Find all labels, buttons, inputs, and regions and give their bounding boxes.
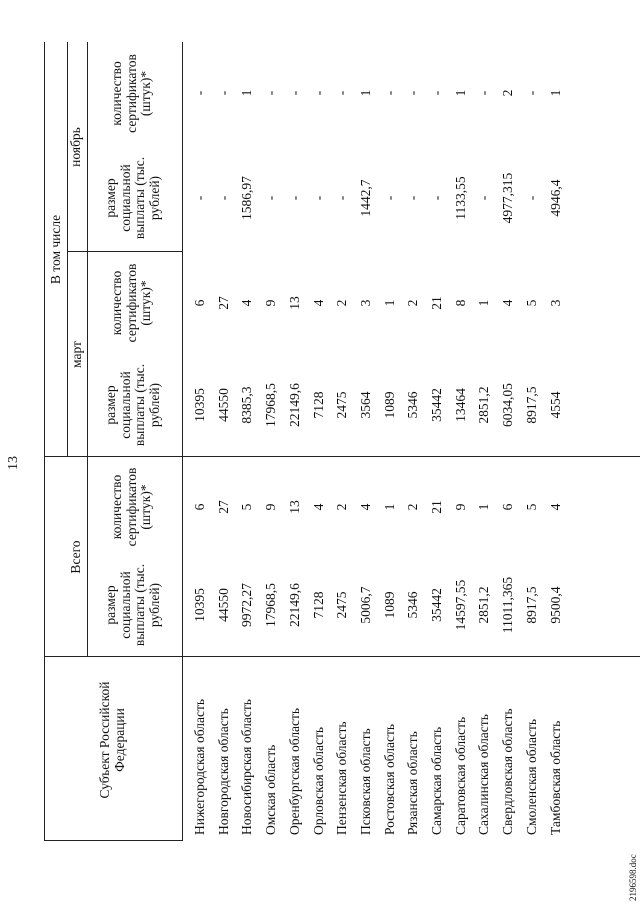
- november-payment-header: размер социальной выплаты (тыс. рублей): [103, 156, 162, 240]
- november-payment-cell: -: [311, 195, 326, 201]
- total-payment-cell: 9500,4: [548, 586, 563, 624]
- november-payment-cell: 1442,7: [358, 179, 373, 217]
- total-payment-cell: 44550: [216, 588, 231, 622]
- march-payment-cell: 8917,5: [524, 386, 539, 424]
- total-payment-cell: 7128: [311, 591, 326, 619]
- november-certificates-cell: -: [382, 90, 397, 96]
- march-certificates-cell: 3: [548, 299, 563, 307]
- total-payment-cell: 5006,7: [358, 586, 373, 624]
- region-cell: Псковская область: [358, 728, 373, 835]
- march-payment-cell: 17968,5: [263, 383, 278, 427]
- november-certificates-cell: 1: [548, 89, 563, 97]
- march-payment-cell: 8385,3: [239, 386, 254, 424]
- total-certificates-cell: 21: [429, 500, 444, 514]
- region-cell: Рязанская область: [405, 731, 420, 835]
- total-certificates-cell: 1: [382, 503, 397, 511]
- total-payment-cell: 2851,2: [476, 586, 491, 624]
- november-certificates-cell: -: [216, 90, 231, 96]
- march-certificates-cell: 21: [429, 296, 444, 310]
- table-left-rule: [44, 840, 182, 841]
- march-payment-cell: 6034,05: [500, 383, 515, 427]
- total-payment-cell: 9972,27: [239, 583, 254, 627]
- november-payment-cell: 4977,315: [500, 172, 515, 224]
- march-certificates-cell: 1: [476, 299, 491, 307]
- november-certificates-cell: 1: [453, 89, 468, 97]
- november-certificates-cell: -: [263, 90, 278, 96]
- march-certificates-cell: 2: [334, 299, 349, 307]
- total-certificates-cell: 6: [192, 503, 207, 511]
- march-payment-cell: 4554: [548, 391, 563, 419]
- november-payment-cell: -: [263, 195, 278, 201]
- november-certificates-cell: -: [192, 90, 207, 96]
- november-certificates-cell: -: [429, 90, 444, 96]
- march-certificates-cell: 6: [192, 299, 207, 307]
- total-payment-cell: 17968,5: [263, 583, 278, 627]
- march-certificates-cell: 13: [287, 296, 302, 310]
- region-cell: Свердловская область: [500, 708, 515, 835]
- march-certificates-cell: 2: [405, 299, 420, 307]
- november-certificates-cell: 1: [239, 89, 254, 97]
- total-subheader-rule: [87, 457, 88, 657]
- november-payment-cell: 4946,4: [548, 179, 563, 217]
- total-payment-cell: 2475: [334, 591, 349, 619]
- total-certificates-cell: 4: [548, 503, 563, 511]
- subject-header: Субъект Российской Федерации: [97, 681, 127, 799]
- region-cell: Нижегородская область: [192, 698, 207, 835]
- march-payment-cell: 2851,2: [476, 386, 491, 424]
- march-certificates-cell: 5: [524, 299, 539, 307]
- november-payment-cell: -: [287, 195, 302, 201]
- november-certificates-header: количество сертификатов (штук)*: [109, 54, 153, 133]
- november-payment-cell: -: [429, 195, 444, 201]
- november-payment-cell: -: [192, 195, 207, 201]
- november-payment-cell: -: [476, 195, 491, 201]
- total-certificates-cell: 4: [311, 503, 326, 511]
- november-certificates-cell: -: [476, 90, 491, 96]
- march-certificates-header: количество сертификатов (штук)*: [109, 263, 153, 343]
- total-certificates-cell: 27: [216, 500, 231, 514]
- region-cell: Саратовская область: [453, 716, 468, 835]
- november-certificates-cell: -: [311, 90, 326, 96]
- total-payment-cell: 35442: [429, 588, 444, 622]
- november-payment-cell: 1133,55: [453, 176, 468, 220]
- march-payment-cell: 35442: [429, 388, 444, 422]
- total-certificates-cell: 5: [524, 503, 539, 511]
- region-cell: Новосибирская область: [239, 699, 254, 835]
- region-cell: Омская область: [263, 744, 278, 835]
- total-certificates-cell: 13: [287, 500, 302, 514]
- march-certificates-cell: 4: [500, 299, 515, 307]
- november-payment-cell: 1586,97: [239, 176, 254, 220]
- total-payment-header: размер социальной выплаты (тыс. рублей): [103, 563, 162, 647]
- november-payment-cell: -: [524, 195, 539, 201]
- march-certificates-cell: 3: [358, 299, 373, 307]
- total-payment-cell: 11011,365: [500, 576, 515, 634]
- total-payment-cell: 22149,6: [287, 583, 302, 627]
- march-payment-cell: 5346: [405, 391, 420, 419]
- total-payment-cell: 10395: [192, 588, 207, 622]
- table-top-rule: [44, 42, 45, 841]
- march-payment-cell: 44550: [216, 388, 231, 422]
- march-certificates-cell: 4: [239, 299, 254, 307]
- march-certificates-cell: 8: [453, 299, 468, 307]
- total-payment-cell: 14597,55: [453, 579, 468, 631]
- march-payment-cell: 10395: [192, 388, 207, 422]
- march-payment-cell: 13464: [453, 388, 468, 422]
- march-payment-cell: 22149,6: [287, 383, 302, 427]
- november-payment-cell: -: [382, 195, 397, 201]
- total-header: Всего: [68, 540, 83, 574]
- total-certificates-cell: 2: [334, 503, 349, 511]
- november-certificates-cell: 1: [358, 89, 373, 97]
- region-cell: Тамбовская область: [548, 720, 563, 835]
- total-certificates-cell: 2: [405, 503, 420, 511]
- november-payment-cell: -: [405, 195, 420, 201]
- november-certificates-cell: -: [405, 90, 420, 96]
- region-cell: Оренбургская область: [287, 707, 302, 835]
- total-certificates-cell: 9: [263, 503, 278, 511]
- total-certificates-cell: 9: [453, 503, 468, 511]
- region-cell: Орловская область: [311, 726, 326, 835]
- november-certificates-cell: -: [287, 90, 302, 96]
- november-payment-cell: -: [334, 195, 349, 201]
- march-certificates-cell: 9: [263, 299, 278, 307]
- november-payment-cell: -: [216, 195, 231, 201]
- total-certificates-cell: 1: [476, 503, 491, 511]
- page-number: 13: [6, 456, 21, 470]
- march-header: март: [69, 341, 84, 368]
- march-certificates-cell: 1: [382, 299, 397, 307]
- march-payment-cell: 3564: [358, 391, 373, 419]
- including-subheader-rule: [67, 42, 68, 457]
- november-header: ноябрь: [68, 127, 83, 167]
- total-certificates-header: количество сертификатов (штук)*: [109, 467, 153, 547]
- march-payment-cell: 1089: [382, 391, 397, 419]
- file-name: 2196598.doc: [628, 854, 638, 901]
- march-payment-cell: 7128: [311, 391, 326, 419]
- including-header: В том числе: [48, 214, 63, 285]
- region-cell: Самарская область: [429, 726, 444, 835]
- total-certificates-cell: 5: [239, 503, 254, 511]
- subject-divider: [44, 656, 640, 657]
- march-payment-cell: 2475: [334, 391, 349, 419]
- march-certificates-cell: 4: [311, 299, 326, 307]
- region-cell: Сахалинская область: [476, 714, 491, 835]
- month-subheader-rule: [87, 42, 88, 457]
- november-certificates-cell: -: [524, 90, 539, 96]
- region-cell: Ростовская область: [382, 724, 397, 835]
- region-cell: Пензенская область: [334, 721, 349, 835]
- total-certificates-cell: 6: [500, 503, 515, 511]
- table-header-rule: [182, 42, 183, 841]
- total-certificates-cell: 4: [358, 503, 373, 511]
- total-payment-cell: 1089: [382, 591, 397, 619]
- region-cell: Смоленская область: [524, 718, 539, 835]
- march-payment-header: размер социальной выплаты (тыс. рублей): [103, 363, 162, 447]
- march-certificates-cell: 27: [216, 296, 231, 310]
- total-payment-cell: 8917,5: [524, 586, 539, 624]
- november-certificates-cell: -: [334, 90, 349, 96]
- region-cell: Новгородская область: [216, 708, 231, 835]
- november-certificates-cell: 2: [500, 89, 515, 97]
- total-payment-cell: 5346: [405, 591, 420, 619]
